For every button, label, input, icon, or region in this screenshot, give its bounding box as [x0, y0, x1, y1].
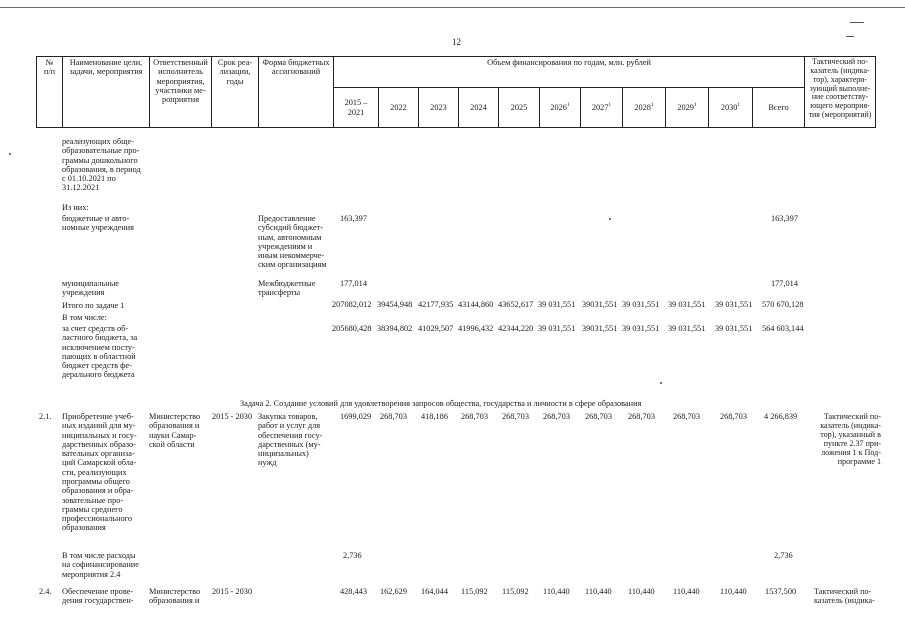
row-2-1-2025: 268,703: [502, 412, 529, 421]
row-budget-name: бюджетные и авто- номные учреждения: [62, 214, 134, 233]
year-label: 2029: [677, 103, 694, 113]
year-label: 2027: [591, 103, 609, 113]
scan-dot: [609, 218, 611, 220]
row-2-1-period: 2015 - 2030: [212, 412, 253, 421]
row-2-4-2030: 110,440: [720, 587, 747, 596]
row-cofin-total: 2,736: [774, 551, 793, 560]
header-num: № п/п: [37, 57, 63, 128]
scan-top-border: [0, 7, 905, 8]
row-budget-2015: 163,397: [340, 214, 367, 223]
scan-mark: [846, 36, 854, 37]
year-label: 2022: [390, 103, 407, 113]
header-name: Наименование цели, задачи, мероприятия: [63, 57, 150, 128]
row-continuation-name: реализующих обще- образовательные про- граммы дошкольного образования, в период с 01.10.2021 по 31.12.2021: [62, 137, 141, 193]
table-header: [36, 56, 876, 128]
year-label: 2015 – 2021: [344, 97, 368, 117]
row-2-1-indicator: Тактический по- казатель (индика- тор), указанный в пункте 2.37 при- ложения 1 к Под- программе 1: [820, 412, 881, 467]
row-2-1-2028: 268,703: [628, 412, 655, 421]
row-2-4-2029: 110,440: [673, 587, 700, 596]
row-2-1-2015: 1699,029: [340, 412, 372, 421]
year-label: Всего: [768, 103, 789, 113]
header-year-2023: [419, 88, 459, 128]
row-2-4-2024: 115,092: [461, 587, 488, 596]
year-label: 2030: [720, 103, 738, 113]
header-year-2026: [540, 88, 581, 128]
row-budget-form: Предоставление субсидий бюджет- ным, автономным учреждениям и иным некоммерче- ским организациям: [258, 214, 327, 270]
row-regional-2026: 39 031,551: [538, 324, 576, 333]
row-regional-2024: 41996,432: [458, 324, 494, 333]
of-them-label: Из них:: [62, 203, 89, 212]
row-regional-2025: 42344,220: [498, 324, 534, 333]
row-2-4-2022: 162,629: [380, 587, 407, 596]
row-regional-2029: 39 031,551: [668, 324, 706, 333]
row-total1-2022: 39454,948: [377, 300, 413, 309]
row-2-4-2025: 115,092: [502, 587, 529, 596]
header-year-2028: [623, 88, 666, 128]
year-label: 2023: [430, 103, 447, 113]
row-total1-2024: 43144,860: [458, 300, 494, 309]
year-footnote: 1: [693, 102, 697, 109]
header-year-2015: [334, 88, 379, 128]
row-2-4-num: 2.4.: [39, 587, 52, 596]
row-2-1-form: Закупка товаров, работ и услуг для обеспечения госу- дарственных (му- ниципальных) нужд: [258, 412, 323, 468]
header-period: Срок реа- лизации, годы: [212, 57, 259, 128]
task2-title: Задача 2. Создание условий для удовлетворения запросов общества, государства и личности в сфере образования: [240, 399, 642, 408]
header-indicator: Тактический по- казатель (индика- тор), характери- зующий выполне- ние соответству- ющего мероприя- тия (мероприятий): [805, 57, 876, 128]
row-budget-total: 163,397: [771, 214, 798, 223]
header-year-2029: [666, 88, 709, 128]
row-cofin-name: В том числе расходы на софинансирование мероприятия 2.4: [62, 551, 139, 579]
header-year-2022: [379, 88, 419, 128]
row-regional-2023: 41029,507: [418, 324, 454, 333]
row-2-4-total: 1537,500: [765, 587, 797, 596]
header-funding: Объем финансирования по годам, млн. рублей: [334, 57, 805, 88]
header-year-2025: [499, 88, 540, 128]
row-2-1-name: Приобретение учеб- ных изданий для му- ниципальных и госу- дарственных образо- вательных организа- ций Самарской обла- сти, реализующих программы общего образования и обра- зовательные про- граммы среднего профессионального образования: [62, 412, 137, 533]
row-2-4-2015: 428,443: [340, 587, 367, 596]
row-municipal-name: муниципальные учреждения: [62, 279, 119, 298]
header-year-2030: [709, 88, 753, 128]
header-year-2027: [581, 88, 623, 128]
header-year-2024: [459, 88, 499, 128]
row-municipal-total: 177,014: [771, 279, 798, 288]
row-cofin-2015: 2,736: [343, 551, 362, 560]
row-total1-2029: 39 031,551: [668, 300, 706, 309]
row-regional-2022: 38394,802: [377, 324, 413, 333]
row-2-1-2024: 268,703: [461, 412, 488, 421]
year-footnote: 1: [608, 102, 612, 109]
row-2-1-total: 4 266,839: [764, 412, 798, 421]
row-2-1-2027: 268,703: [585, 412, 612, 421]
row-total1-2023: 42177,935: [418, 300, 454, 309]
year-footnote: 1: [566, 102, 570, 109]
row-2-4-2023: 164,044: [421, 587, 448, 596]
row-municipal-2015: 177,014: [340, 279, 367, 288]
row-regional-total: 564 603,144: [762, 324, 804, 333]
row-2-4-2028: 110,440: [628, 587, 655, 596]
row-2-4-name: Обеспечение прове- дения государствен-: [62, 587, 134, 606]
page-number: 12: [452, 37, 461, 47]
row-regional-2015: 205680,428: [332, 324, 372, 333]
row-2-1-num: 2.1.: [39, 412, 52, 421]
header-executor: Ответственный исполнитель мероприятия, участники ме- роприятия: [150, 57, 212, 128]
year-label: 2026: [550, 103, 567, 113]
scan-mark: [850, 22, 864, 23]
row-2-4-indicator: Тактический по- казатель (индика-: [814, 587, 875, 606]
row-total1-name: Итого по задаче 1: [62, 301, 125, 310]
header-total: [753, 88, 805, 128]
row-2-4-executor: Министерство образования и: [149, 587, 201, 606]
row-regional-2027: 39031,551: [582, 324, 618, 333]
row-2-1-2023: 418,186: [421, 412, 448, 421]
row-2-1-2030: 268,703: [720, 412, 747, 421]
row-total1-2015: 207082,012: [332, 300, 372, 309]
row-total1-2028: 39 031,551: [622, 300, 660, 309]
row-2-4-period: 2015 - 2030: [212, 587, 253, 596]
row-regional-name: за счет средств об- ластного бюджета, за исключением посту- пающих в областной бюджет средств фе- дерального бюджета: [62, 324, 138, 380]
row-total1-2025: 43652,617: [498, 300, 534, 309]
row-total1-2030: 39 031,551: [715, 300, 753, 309]
row-regional-2028: 39 031,551: [622, 324, 660, 333]
year-label: 2028: [634, 103, 651, 113]
header-form: Форма бюджетных ассигнований: [259, 57, 334, 128]
row-2-4-2026: 110,440: [543, 587, 570, 596]
row-2-1-2022: 268,703: [380, 412, 407, 421]
row-2-1-2029: 268,703: [673, 412, 700, 421]
row-municipal-form: Межбюджетные трансферты: [258, 279, 316, 298]
row-2-4-2027: 110,440: [585, 587, 612, 596]
row-total1-2027: 39031,551: [582, 300, 618, 309]
year-footnote: 1: [650, 102, 654, 109]
year-label: 2024: [470, 103, 487, 113]
year-footnote: 1: [737, 102, 741, 109]
row-regional-2030: 39 031,551: [715, 324, 753, 333]
including-label: В том числе:: [62, 313, 107, 322]
row-2-1-2026: 268,703: [543, 412, 570, 421]
row-total1-2026: 39 031,551: [538, 300, 576, 309]
scan-dot: [9, 153, 11, 155]
row-2-1-executor: Министерство образования и науки Самар- ской области: [149, 412, 201, 449]
scan-dot: [660, 382, 662, 384]
row-total1-total: 570 670,128: [762, 300, 804, 309]
year-label: 2025: [510, 103, 528, 113]
